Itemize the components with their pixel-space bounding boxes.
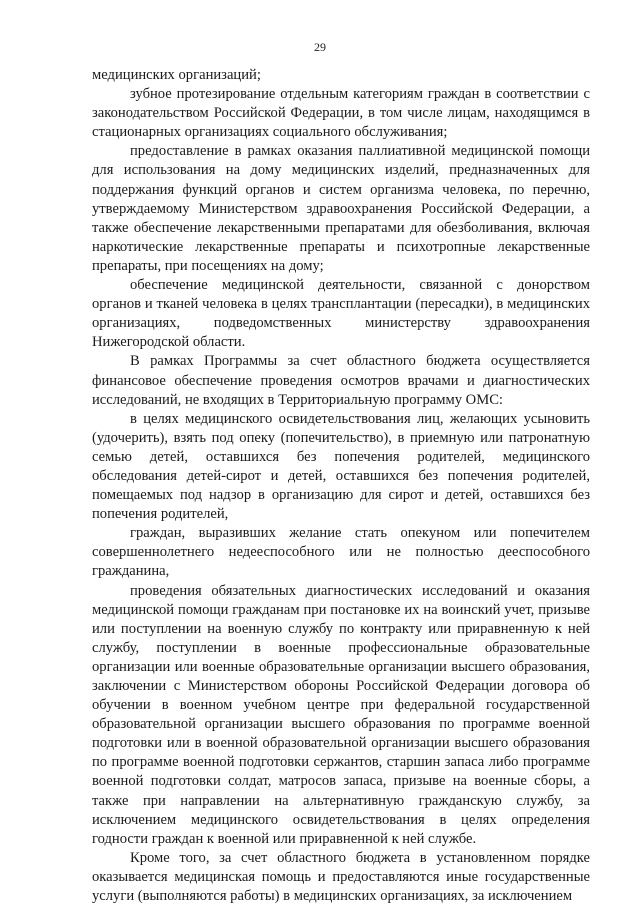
paragraph-7: граждан, выразивших желание стать опекуном или попечителем совершеннолетнего недееспособного или не полностью дееспособного гражданина,	[92, 525, 590, 580]
paragraph-1: медицинских организаций;	[92, 67, 261, 83]
paragraph-8: проведения обязательных диагностических исследований и оказания медицинской помощи гражданам при постановке их на воинский учет, призыве или поступлении на военную службу по контракту или приравненную к ней службу, поступлении в военные профессиональные образовательные организации или военные образовательные организации высшего образования, заключении с Министерством обороны Российской Федерации договора об обучении в военном учебном центре при федеральной государственной образовательной организации высшего образования по программе военной подготовки или в военной образовательной организации высшего образования по программе военной подготовки сержантов, старшин запаса либо программе военной подготовки солдат, матросов запаса, призыве на военные сборы, а также при направлении на альтернативную гражданскую службу, за исключением медицинского освидетельствования в целях определения годности граждан к военной или приравненной к ней службе.	[92, 582, 590, 847]
paragraph-3: предоставление в рамках оказания паллиативной медицинской помощи для использования на дому медицинских изделий, предназначенных для поддержания функций органов и систем организма человека, по перечню, утверждаемому Министерством здравоохранения Российской Федерации, а также обеспечение лекарственными препаратами для обезболивания, включая наркотические лекарственные препараты и психотропные лекарственные препараты, при посещениях на дому;	[92, 143, 590, 274]
paragraph-4: обеспечение медицинской деятельности, связанной с донорством органов и тканей человека в целях трансплантации (пересадки), в медицинских организациях, подведомственных министерству здравоохранения Нижегородской области.	[92, 277, 590, 351]
paragraph-6: в целях медицинского освидетельствования лиц, желающих усыновить (удочерить), взять под опеку (попечительство), в приемную или патронатную семью детей, оставшихся без попечения родителей, медицинского обследования детей-сирот и детей, оставшихся без попечения родителей, помещаемых под надзор в организацию для сирот и детей, оставшихся без попечения родителей,	[92, 410, 590, 523]
page-number: 29	[314, 40, 326, 54]
document-body	[92, 66, 590, 906]
paragraph-9: Кроме того, за счет областного бюджета в установленном порядке оказывается медицинская помощь и предоставляются иные государственные услуги (выполняются работы) в медицинских организациях, за исключением	[92, 849, 590, 905]
paragraph-2: зубное протезирование отдельным категориям граждан в соответствии с законодательством Российской Федерации, в том числе лицам, находящимся в стационарных организациях социального обслуживания;	[92, 86, 590, 141]
paragraph-5: В рамках Программы за счет областного бюджета осуществляется финансовое обеспечение проведения осмотров врачами и диагностических исследований, не входящих в Территориальную программу ОМС:	[92, 353, 590, 408]
